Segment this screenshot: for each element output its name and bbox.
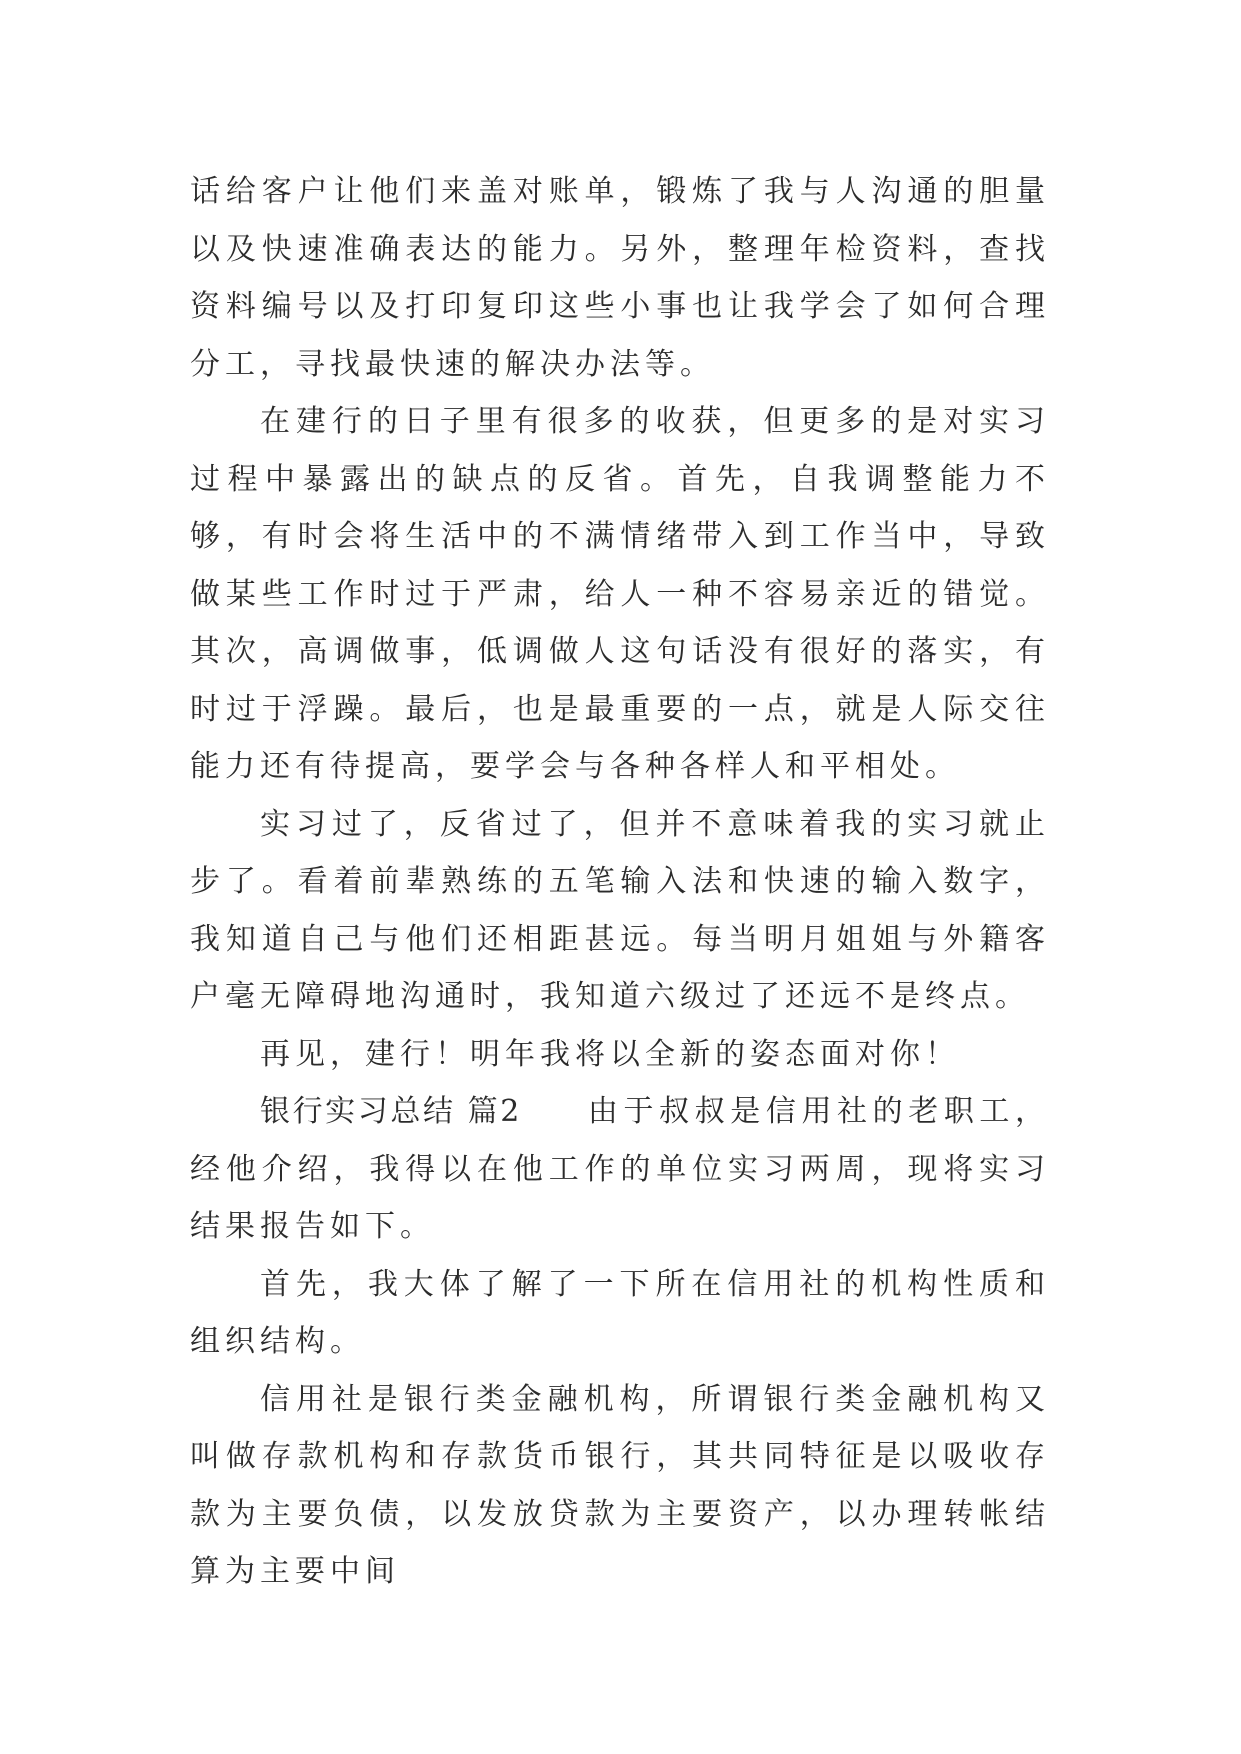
section-heading: 银行实习总结 篇2: [260, 1094, 522, 1129]
section-first-paragraph: 由于叔叔是信用社的老职工，经他介绍，我得以在他工作的单位实习两周，现将实习结果报告如下。: [190, 1094, 1051, 1244]
section-paragraph: [190, 1083, 1050, 1256]
paragraph-structure: 首先，我大体了解了一下所在信用社的机构性质和组织结构。: [190, 1266, 1050, 1359]
paragraph-reflection: 在建行的日子里有很多的收获，但更多的是对实习过程中暴露出的缺点的反省。首先，自我调整能力不够，有时会将生活中的不满情绪带入到工作当中，导致做某些工作时过于严肃，给人一种不容易亲近的错觉。其次，高调做事，低调做人这句话没有很好的落实，有时过于浮躁。最后，也是最重要的一点，就是人际交往能力还有待提高，要学会与各种各样人和平相处。: [190, 404, 1050, 784]
paragraph-farewell: 再见，建行！明年我将以全新的姿态面对你！: [260, 1036, 960, 1072]
paragraph-continued: 话给客户让他们来盖对账单，锻炼了我与人沟通的胆量以及快速准确表达的能力。另外，整理年检资料，查找资料编号以及打印复印这些小事也让我学会了如何合理分工，寻找最快速的解决办法等。: [190, 174, 1050, 382]
paragraph-after-internship: 实习过了，反省过了，但并不意味着我的实习就止步了。看着前辈熟练的五笔输入法和快速的输入数字，我知道自己与他们还相距甚远。每当明月姐姐与外籍客户毫无障碍地沟通时，我知道六级过了还远不是终点。: [190, 806, 1050, 1014]
document-body: [190, 163, 1050, 1601]
paragraph-definition: 信用社是银行类金融机构，所谓银行类金融机构又叫做存款机构和存款货币银行，其共同特征是以吸收存款为主要负债，以发放贷款为主要资产，以办理转帐结算为主要中间: [190, 1381, 1050, 1589]
